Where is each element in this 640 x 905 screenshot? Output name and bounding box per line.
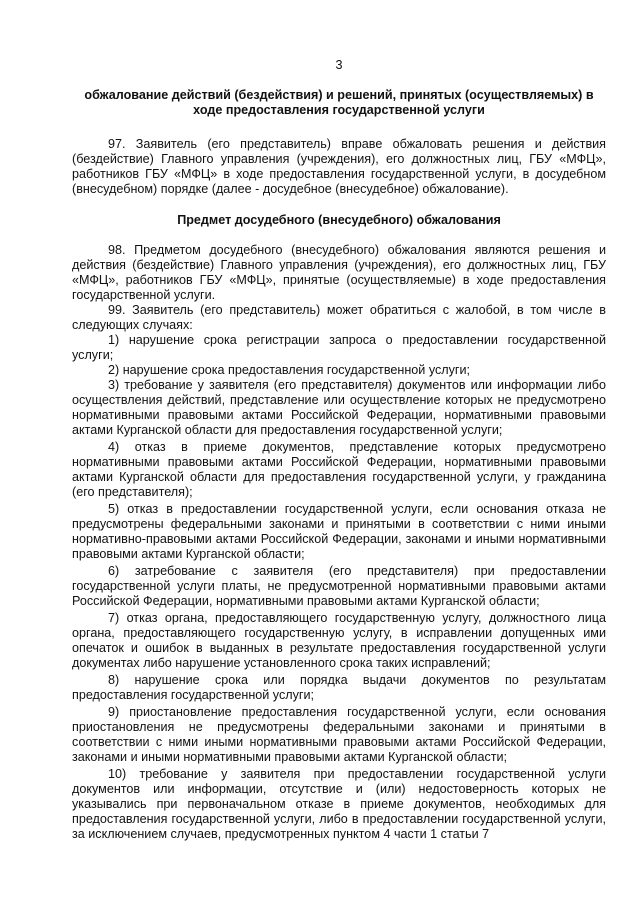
section-heading-appeal: обжалование действий (бездействия) и решений, принятых (осуществляемых) в ходе предоставления государственной услуги	[84, 88, 594, 117]
list-item-6: 6) затребование с заявителя (его представителя) при предоставлении государственной услуги платы, не предусмотренной нормативными правовыми актами Российской Федерации, нормативными правовыми актами Курганской области;	[72, 564, 606, 608]
list-item-8: 8) нарушение срока или порядка выдачи документов по результатам предоставления государственной услуги;	[72, 673, 606, 702]
list-item-1: 1) нарушение срока регистрации запроса о предоставлении государственной услуги;	[72, 333, 606, 362]
list-item-3: 3) требование у заявителя (его представителя) документов или информации либо осуществления действий, представление или осуществление которых не предусмотрено нормативными правовыми актами Российской Федерации, нормативными правовыми актами Курганской области для предоставления государственной услуги;	[72, 378, 606, 437]
list-item-4: 4) отказ в приеме документов, представление которых предусмотрено нормативными правовыми актами Российской Федерации, нормативными правовыми актами Курганской области для предоставления государственной услуги, у гражданина (его представителя);	[72, 440, 606, 499]
list-item-9: 9) приостановление предоставления государственной услуги, если основания приостановления не предусмотрены федеральными законами и принятыми в соответствии с ними иными нормативными правовыми актами Российской Федерации, законами и иными нормативными правовыми актами Курганской области;	[72, 705, 606, 764]
paragraph-99: 99. Заявитель (его представитель) может обратиться с жалобой, в том числе в следующих случаях:	[72, 303, 606, 332]
paragraph-98: 98. Предметом досудебного (внесудебного) обжалования являются решения и действия (бездействие) Главного управления (учреждения), его должностных лиц, ГБУ «МФЦ», работников ГБУ «МФЦ», принятые (осуществляемые) в ходе предоставления государственной услуги.	[72, 243, 606, 302]
list-item-10: 10) требование у заявителя при предоставлении государственной услуги документов или информации, отсутствие и (или) недостоверность которых не указывались при первоначальном отказе в приеме документов, необходимых для предоставления государственной услуги, либо в предоставлении государственной услуги, за исключением случаев, предусмотренных пунктом 4 части 1 статьи 7	[72, 767, 606, 841]
section-heading-subject: Предмет досудебного (внесудебного) обжалования	[177, 213, 501, 227]
list-item-5: 5) отказ в предоставлении государственной услуги, если основания отказа не предусмотрены федеральными законами и принятыми в соответствии с ними иными нормативно-правовыми актами Российской Федерации, законами и иными нормативными правовыми актами Курганской области;	[72, 502, 606, 561]
list-item-7: 7) отказ органа, предоставляющего государственную услугу, должностного лица органа, предоставляющего государственную услугу, в исправлении допущенных ими опечаток и ошибок в выданных в результате предоставления государственной услуги документах либо нарушение установленного срока таких исправлений;	[72, 611, 606, 670]
page-number: 3	[335, 58, 343, 72]
paragraph-97: 97. Заявитель (его представитель) вправе обжаловать решения и действия (бездействие) Главного управления (учреждения), его должностных лиц, ГБУ «МФЦ», работников ГБУ «МФЦ» в ходе предоставления государственной услуги, в досудебном (внесудебном) порядке (далее - досудебное (внесудебное) обжалование).	[72, 137, 606, 196]
list-item-2: 2) нарушение срока предоставления государственной услуги;	[108, 363, 471, 377]
